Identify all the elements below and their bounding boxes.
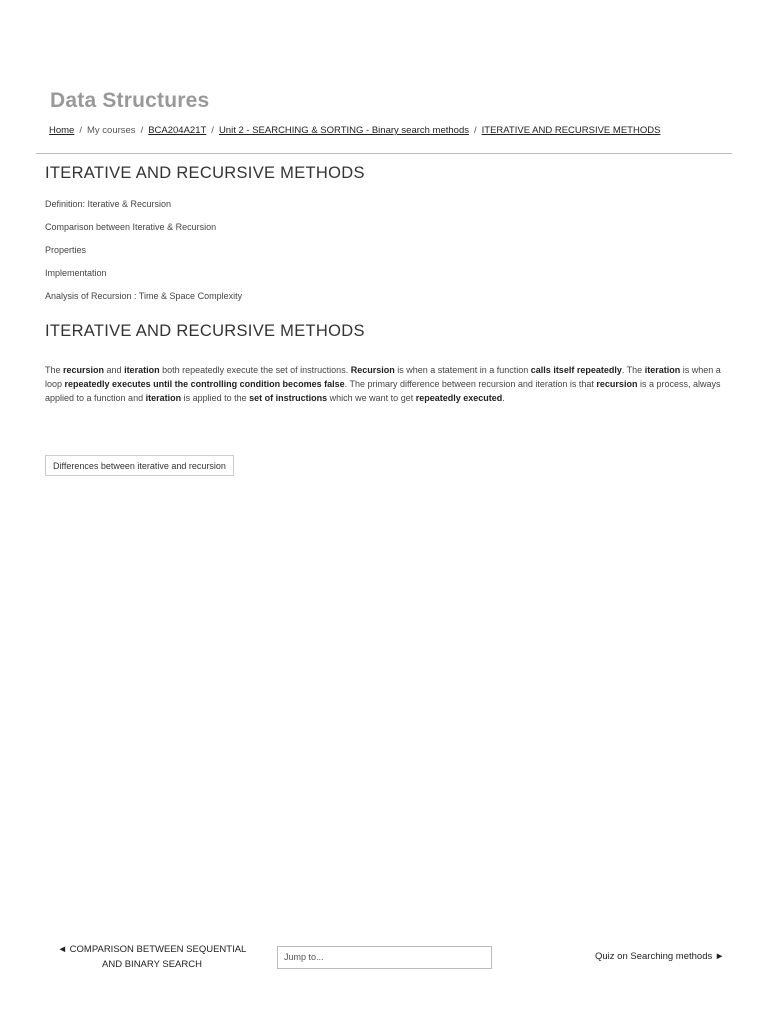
toc-item-definition: Definition: Iterative & Recursion: [45, 199, 172, 209]
toc-item-comparison: Comparison between Iterative & Recursion: [45, 222, 217, 232]
paragraph-text: is applied to the: [181, 393, 250, 403]
paragraph-text: is when a statement in a function: [394, 365, 531, 375]
course-title: Data Structures: [50, 89, 210, 112]
breadcrumb-page-link[interactable]: ITERATIVE AND RECURSIVE METHODS: [481, 125, 661, 136]
paragraph-bold: set of instructions: [249, 393, 328, 403]
paragraph-text: and: [104, 365, 125, 375]
paragraph-bold: iteration: [145, 393, 182, 403]
breadcrumb-separator: /: [79, 125, 82, 136]
paragraph-bold: Recursion: [350, 365, 395, 375]
toc-item-properties: Properties: [45, 245, 87, 255]
table-of-contents: [45, 199, 242, 314]
paragraph-text: . The primary difference between recursion and iteration is that: [344, 379, 597, 389]
jump-to-placeholder: Jump to...: [284, 952, 324, 962]
jump-to-select[interactable]: [277, 946, 492, 969]
breadcrumb-separator: /: [474, 125, 477, 136]
paragraph-bold: repeatedly executed: [415, 393, 503, 403]
paragraph-bold: iteration: [124, 365, 160, 375]
paragraph-text: . The: [621, 365, 645, 375]
paragraph-text: is a process, always applied to a function and: [45, 379, 721, 403]
paragraph-text: is when a loop: [45, 365, 721, 389]
breadcrumb-home-link[interactable]: Home: [49, 125, 75, 136]
paragraph-text: both repeatedly execute the set of instructions.: [159, 365, 351, 375]
paragraph-bold: calls itself repeatedly: [530, 365, 622, 375]
breadcrumb-separator: /: [140, 125, 144, 136]
intro-paragraph: [45, 363, 725, 405]
paragraph-bold: recursion: [596, 379, 638, 389]
paragraph-text: The: [45, 365, 64, 375]
breadcrumb-my-courses: My courses: [86, 125, 136, 136]
breadcrumb: [49, 125, 660, 136]
header-divider: [36, 153, 732, 154]
toc-item-implementation: Implementation: [45, 268, 107, 278]
page-title: ITERATIVE AND RECURSIVE METHODS: [45, 164, 365, 182]
breadcrumb-course-link[interactable]: BCA204A21T: [148, 125, 207, 136]
paragraph-bold: recursion: [63, 365, 105, 375]
differences-button[interactable]: Differences between iterative and recursion: [45, 455, 234, 476]
section-title: ITERATIVE AND RECURSIVE METHODS: [45, 322, 365, 340]
next-activity-link[interactable]: Quiz on Searching methods ►: [595, 951, 725, 962]
breadcrumb-unit-link[interactable]: Unit 2 - SEARCHING & SORTING - Binary search methods: [218, 125, 469, 136]
paragraph-bold: repeatedly executes until the controlling condition becomes false: [64, 379, 345, 389]
paragraph-text: .: [502, 393, 505, 403]
paragraph-text: which we want to get: [327, 393, 416, 403]
toc-item-analysis: Analysis of Recursion : Time & Space Complexity: [45, 291, 243, 301]
previous-activity-link[interactable]: ◄ COMPARISON BETWEEN SEQUENTIAL AND BINARY SEARCH: [57, 944, 247, 970]
breadcrumb-separator: /: [211, 125, 214, 136]
paragraph-bold: iteration: [644, 365, 681, 375]
